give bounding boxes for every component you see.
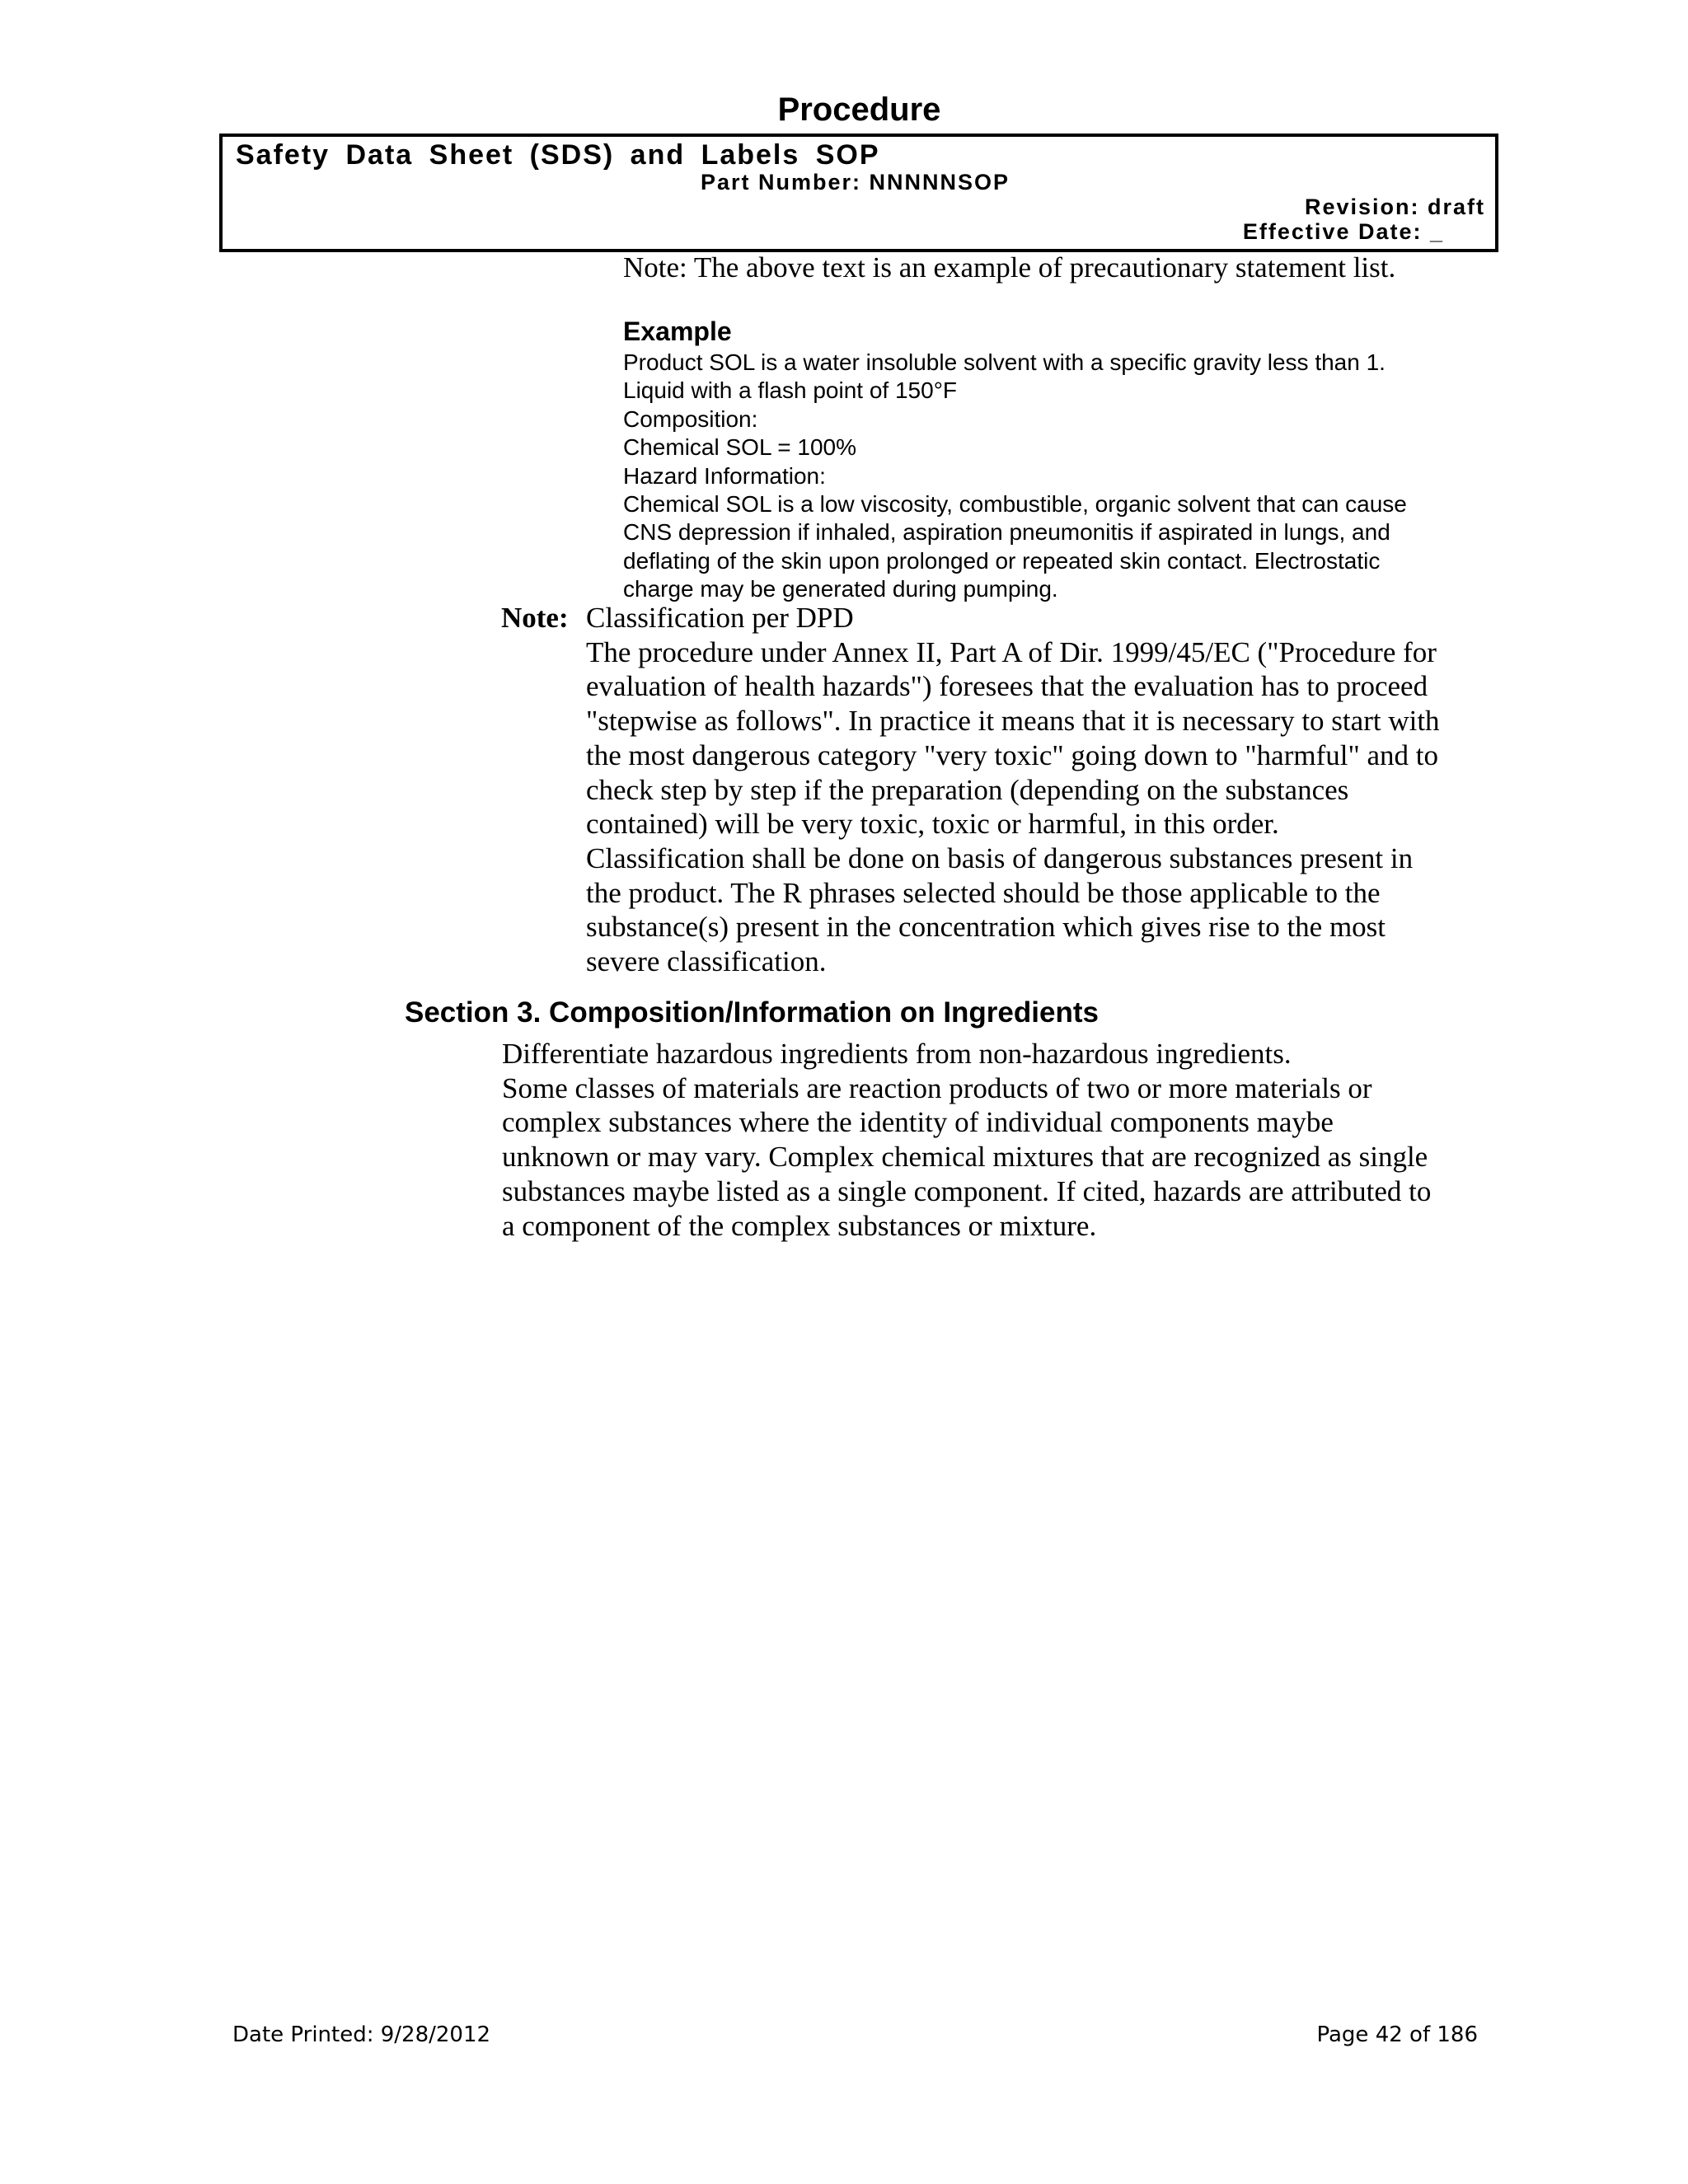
note-line: The procedure under Annex II, Part A of Dir. 1999/45/EC ("Procedure for: [586, 635, 1437, 668]
example-heading: Example: [623, 316, 732, 346]
example-line: Chemical SOL = 100%: [623, 434, 856, 461]
section-line: substances maybe listed as a single component. If cited, hazards are attributed to: [502, 1174, 1432, 1207]
note-line: Classification per DPD: [586, 602, 854, 634]
section-line: a component of the complex substances or mixture.: [502, 1209, 1097, 1242]
classification-note-body: [586, 601, 1501, 979]
effective-date: Effective Date: _: [1242, 219, 1444, 244]
note-line: the product. The R phrases selected should be those applicable to the: [586, 876, 1381, 909]
note-line: severe classification.: [586, 945, 827, 978]
note-line: the most dangerous category "very toxic" going down to "harmful" and to: [586, 738, 1439, 771]
example-line: charge may be generated during pumping.: [623, 576, 1058, 602]
section-line: Differentiate hazardous ingredients from non-hazardous ingredients.: [502, 1038, 1292, 1070]
note-line: check step by step if the preparation (depending on the substances: [586, 773, 1349, 806]
example-line: Product SOL is a water insoluble solvent with a specific gravity less than 1.: [623, 349, 1386, 375]
example-line: Hazard Information:: [623, 462, 826, 489]
note-line: "stepwise as follows". In practice it means that it is necessary to start with: [586, 705, 1440, 738]
note-line: evaluation of health hazards") foresees that the evaluation has to proceed: [586, 670, 1428, 703]
example-line: Liquid with a flash point of 150°F: [623, 377, 958, 404]
example-text: [623, 349, 1497, 604]
example-line: deflating of the skin upon prolonged or repeated skin contact. Electrostatic: [623, 547, 1381, 574]
section-3-heading: Section 3. Composition/Information on Ingredients: [405, 996, 1099, 1029]
document-header-box: [219, 134, 1498, 252]
note-line: contained) will be very toxic, toxic or harmful, in this order.: [586, 808, 1279, 841]
example-line: Chemical SOL is a low viscosity, combustible, organic solvent that can cause: [623, 491, 1407, 518]
classification-note-label: Note:: [501, 602, 569, 634]
section-line: complex substances where the identity of individual components maybe: [502, 1106, 1334, 1139]
procedure-title: Procedure: [777, 91, 941, 128]
section-3-body: [502, 1037, 1503, 1243]
section-line: Some classes of materials are reaction products of two or more materials or: [502, 1071, 1372, 1104]
revision: Revision: draft: [1304, 194, 1485, 219]
note-line: Classification shall be done on basis of dangerous substances present in: [586, 841, 1414, 874]
precautionary-note: Note: The above text is an example of precautionary statement list.: [623, 251, 1396, 284]
date-printed: Date Printed: 9/28/2012: [232, 2022, 491, 2047]
note-line: substance(s) present in the concentration which gives rise to the most: [586, 911, 1386, 944]
sop-title: Safety Data Sheet (SDS) and Labels SOP: [236, 139, 880, 171]
section-line: unknown or may vary. Complex chemical mixtures that are recognized as single: [502, 1141, 1428, 1174]
example-line: CNS depression if inhaled, aspiration pneumonitis if aspirated in lungs, and: [623, 519, 1390, 546]
part-number: Part Number: NNNNNSOP: [701, 170, 1010, 194]
page-number: Page 42 of 186: [1316, 2022, 1478, 2047]
example-line: Composition:: [623, 405, 758, 432]
example-block: [623, 314, 1497, 604]
